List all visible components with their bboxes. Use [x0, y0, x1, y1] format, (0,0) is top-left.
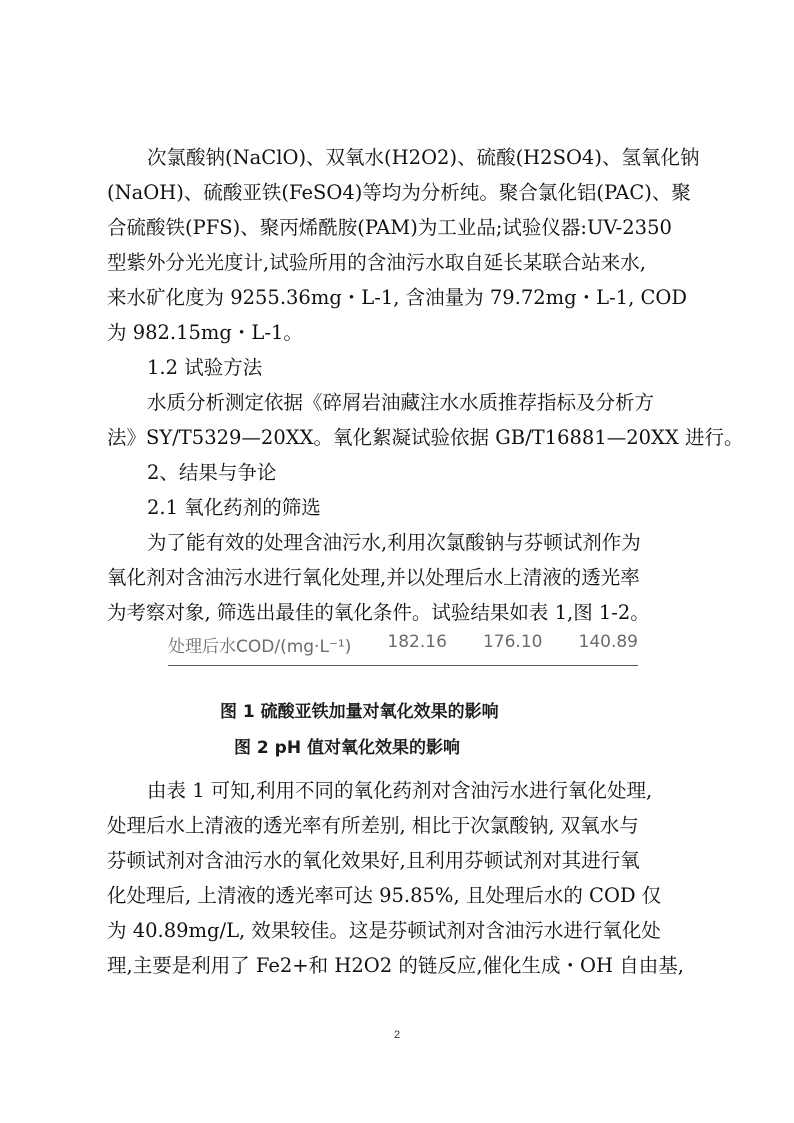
paragraph-line: 来水矿化度为 9255.36mg・L-1, 含油量为 79.72mg・L-1, COD	[107, 286, 688, 309]
table-row	[168, 632, 638, 657]
table-fragment	[168, 632, 638, 668]
paragraph-line: 型紫外分光光度计,试验所用的含油污水取自延长某联合站来水,	[107, 251, 646, 274]
paragraph-line: 化处理后, 上清液的透光率可达 95.85%, 且处理后水的 COD 仅	[107, 884, 662, 907]
paragraph-line: 芬顿试剂对含油污水的氧化效果好,且利用芬顿试剂对其进行氧	[107, 849, 640, 872]
table-cell: 140.89	[578, 632, 638, 652]
table-cell: 182.16	[387, 632, 447, 652]
section-heading: 1.2 试验方法	[147, 356, 263, 379]
paragraph-line: 处理后水上清液的透光率有所差别, 相比于次氯酸钠, 双氧水与	[107, 814, 639, 837]
paragraph-line: 为了能有效的处理含油污水,利用次氯酸钠与芬顿试剂作为	[147, 531, 641, 554]
paragraph-line: 由表 1 可知,利用不同的氧化药剂对含油污水进行氧化处理,	[147, 779, 653, 802]
paragraph-line: 水质分析测定依据《碎屑岩油藏注水水质推荐指标及分析方	[147, 391, 655, 414]
paragraph-line: 为 40.89mg/L, 效果较佳。这是芬顿试剂对含油污水进行氧化处	[107, 919, 661, 942]
paragraph-line: (NaOH)、硫酸亚铁(FeSO4)等均为分析纯。聚合氯化铝(PAC)、聚	[107, 181, 691, 204]
figure-caption: 图 1 硫酸亚铁加量对氧化效果的影响	[220, 702, 499, 722]
table-cell-label: 处理后水COD/(mg·L⁻¹)	[168, 637, 352, 657]
section-heading: 2.1 氧化药剂的筛选	[147, 496, 321, 519]
table-bottom-rule	[168, 665, 638, 667]
paragraph-line: 次氯酸钠(NaClO)、双氧水(H2O2)、硫酸(H2SO4)、氢氧化钠	[147, 146, 700, 169]
paragraph-line: 合硫酸铁(PFS)、聚丙烯酰胺(PAM)为工业品;试验仪器:UV-2350	[107, 216, 672, 239]
page-number: 2	[393, 1029, 401, 1041]
paragraph-line: 理,主要是利用了 Fe2+和 H2O2 的链反应,催化生成・OH 自由基,	[107, 954, 684, 977]
section-heading: 2、结果与争论	[147, 461, 277, 484]
figure-caption: 图 2 pH 值对氧化效果的影响	[234, 738, 460, 758]
table-cell: 176.10	[482, 632, 543, 652]
paragraph-line: 为考察对象, 筛选出最佳的氧化条件。试验结果如表 1,图 1-2。	[107, 601, 650, 624]
paragraph-line: 氧化剂对含油污水进行氧化处理,并以处理后水上清液的透光率	[107, 566, 640, 589]
paragraph-line: 法》SY/T5329—20XX。氧化絮凝试验依据 GB/T16881—20XX 进行。	[107, 426, 744, 449]
paragraph-line: 为 982.15mg・L-1。	[107, 321, 303, 344]
